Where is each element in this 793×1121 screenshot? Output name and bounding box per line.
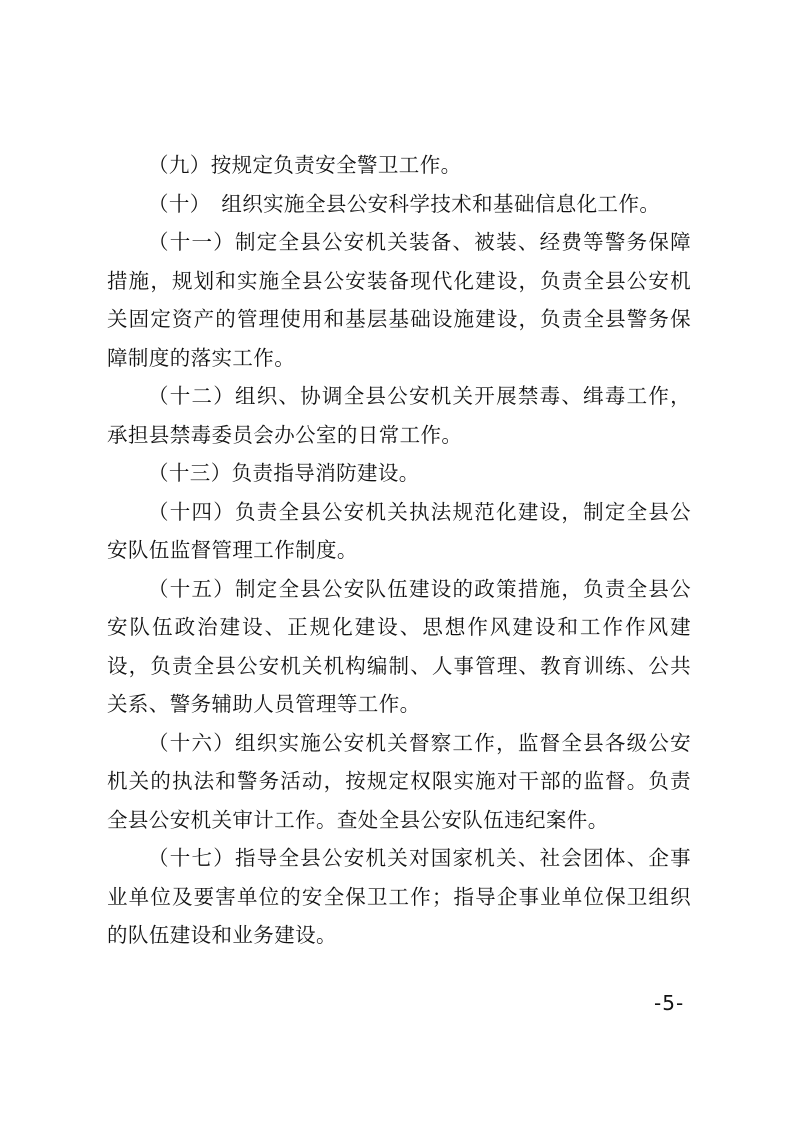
paragraph-16: （十六）组织实施公安机关督察工作，监督全县各级公安机关的执法和警务活动，按规定权限实施对干部的监督。负责全县公安机关审计工作。查处全县公安队伍违纪案件。 [107,730,691,832]
paragraph-13: （十三）负责指导消防建设。 [148,461,420,485]
paragraph-14: （十四）负责全县公安机关执法规范化建设，制定全县公安队伍监督管理工作制度。 [107,499,691,562]
paragraph-11: （十一）制定全县公安机关装备、被装、经费等警务保障措施，规划和实施全县公安装备现代化建设，负责全县公安机关固定资产的管理使用和基层基础设施建设，负责全县警务保障制度的落实工作。 [107,230,691,370]
paragraph-10: （十） 组织实施全县公安科学技术和基础信息化工作。 [148,191,661,216]
document-body [107,146,691,955]
paragraph-9: （九）按规定负责安全警卫工作。 [148,153,462,177]
paragraph-12: （十二）组织、协调全县公安机关开展禁毒、缉毒工作，承担县禁毒委员会办公室的日常工作。 [107,384,691,447]
paragraph-17: （十七）指导全县公安机关对国家机关、社会团体、企事业单位及要害单位的安全保卫工作；指导企事业单位保卫组织的队伍建设和业务建设。 [107,846,691,947]
paragraph-15: （十五）制定全县公安队伍建设的政策措施，负责全县公安队伍政治建设、正规化建设、思想作风建设和工作作风建设，负责全县公安机关机构编制、人事管理、教育训练、公共关系、警务辅助人员管理等工作。 [107,576,691,716]
page-number: -5- [654,991,685,1015]
